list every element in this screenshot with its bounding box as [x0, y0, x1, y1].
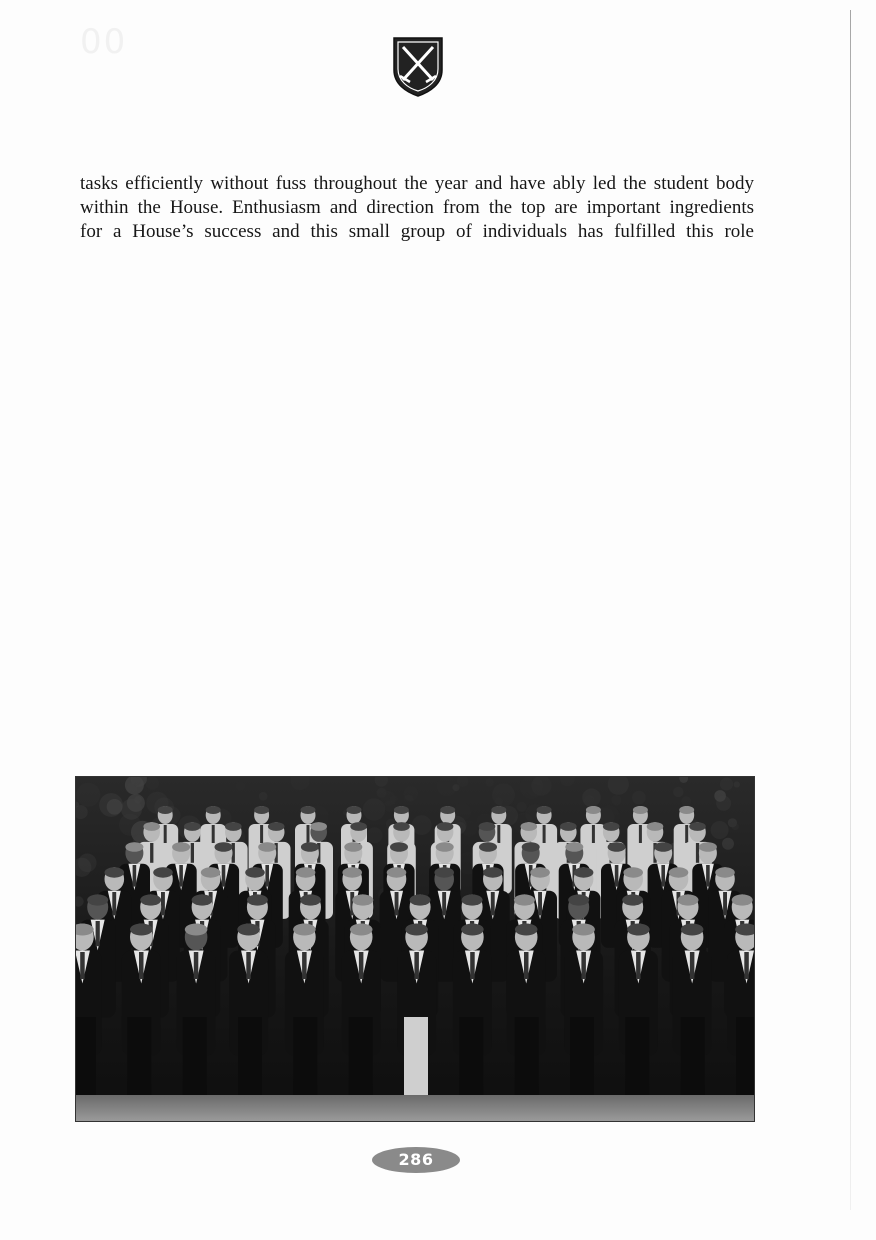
- person-legs: [349, 1017, 373, 1095]
- person-legs: [736, 1017, 754, 1095]
- foliage-speck: [673, 787, 683, 797]
- person-legs: [293, 1017, 317, 1095]
- foliage-speck: [590, 791, 598, 799]
- body-line-2: within the House. Enthusiasm and direction from the top are important ingredients: [80, 197, 754, 218]
- foliage-speck: [404, 786, 419, 801]
- person-legs: [515, 1017, 539, 1095]
- foliage-speck: [714, 790, 726, 802]
- person-legs: [459, 1017, 483, 1095]
- person-legs: [404, 1017, 428, 1095]
- foliage-speck: [734, 781, 740, 787]
- foliage-speck: [367, 827, 383, 843]
- foliage-speck: [127, 794, 145, 812]
- group-photo: [75, 776, 755, 1122]
- group-photo-image: [76, 777, 754, 1121]
- faint-header-number: 00: [80, 22, 128, 62]
- foliage-speck: [720, 778, 733, 791]
- foliage-speck: [517, 802, 527, 812]
- foliage-speck: [711, 821, 729, 839]
- body-paragraph: [80, 172, 754, 244]
- page-edge-line: [850, 10, 851, 1210]
- person-legs: [681, 1017, 705, 1095]
- foliage-speck: [611, 795, 621, 805]
- foliage-speck: [722, 838, 734, 850]
- body-line-3: for a House’s success and this small group of individuals has fulfilled this role: [80, 221, 754, 242]
- person-legs: [127, 1017, 151, 1095]
- person-legs: [625, 1017, 649, 1095]
- foliage-speck: [78, 854, 97, 873]
- foliage-speck: [390, 795, 399, 804]
- foliage-speck: [236, 781, 245, 790]
- foliage-speck: [437, 777, 457, 796]
- person-legs: [76, 1017, 96, 1095]
- person-legs: [183, 1017, 207, 1095]
- foliage-speck: [146, 777, 159, 790]
- foliage-speck: [632, 791, 646, 805]
- foliage-speck: [681, 796, 691, 806]
- foliage-speck: [76, 783, 100, 807]
- person-legs: [570, 1017, 594, 1095]
- foliage-speck: [412, 815, 432, 835]
- person-legs: [238, 1017, 262, 1095]
- foliage-speck: [259, 792, 268, 801]
- body-line-1: tasks efficiently without fuss throughout the year and have ably led the student body: [80, 173, 754, 194]
- crossed-swords-shield-icon: [392, 36, 444, 98]
- foliage-speck: [134, 796, 142, 804]
- page-number-badge: 286: [372, 1147, 460, 1173]
- foliage-speck: [732, 823, 739, 830]
- foliage-speck: [485, 778, 494, 787]
- foliage-speck: [107, 799, 123, 815]
